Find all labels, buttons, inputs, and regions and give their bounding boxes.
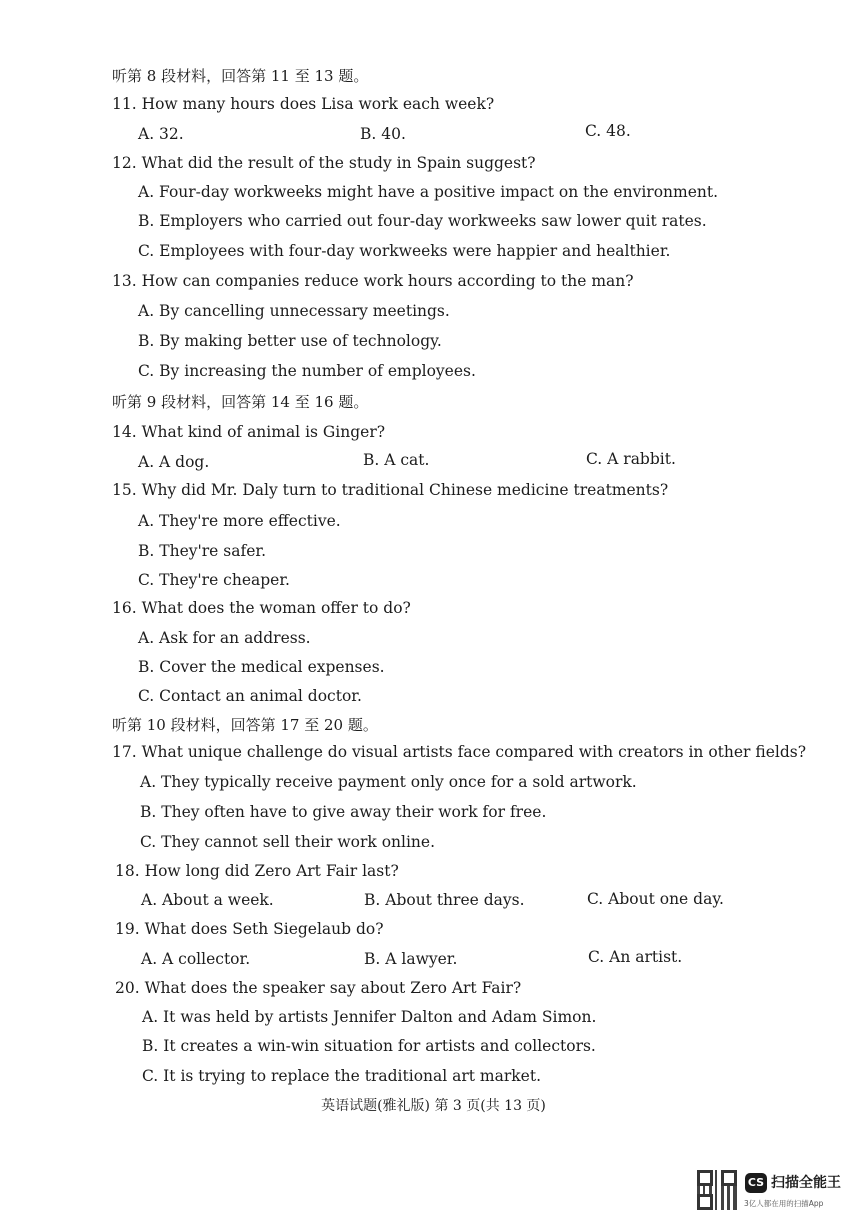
question-stem: 19. What does Seth Siegelaub do? — [115, 920, 384, 938]
answer-option: A. A dog. — [138, 453, 210, 471]
answer-option: C. They're cheaper. — [138, 571, 290, 589]
question-stem: 13. How can companies reduce work hours according to the man? — [112, 272, 634, 290]
answer-option: B. By making better use of technology. — [138, 332, 442, 350]
camscanner-logo-icon: CS — [745, 1173, 767, 1193]
question-stem: 20. What does the speaker say about Zero Art Fair? — [115, 979, 522, 997]
answer-option: A. Four-day workweeks might have a positive impact on the environment. — [138, 183, 719, 201]
answer-option: A. By cancelling unnecessary meetings. — [138, 302, 450, 320]
page-footer: 英语试题(雅礼版) 第 3 页(共 13 页) — [321, 1098, 546, 1114]
question-stem: 12. What did the result of the study in Spain suggest? — [112, 154, 536, 172]
answer-option: A. A collector. — [141, 950, 251, 968]
answer-option: B. They're safer. — [138, 542, 267, 560]
answer-option: C. They cannot sell their work online. — [140, 833, 435, 851]
answer-option: C. About one day. — [587, 890, 724, 908]
answer-option: B. A lawyer. — [364, 950, 458, 968]
answer-option: B. It creates a win-win situation for artists and collectors. — [142, 1037, 596, 1055]
answer-option: C. 48. — [585, 122, 631, 140]
answer-option: B. 40. — [360, 125, 406, 143]
answer-option: C. Contact an animal doctor. — [138, 687, 362, 705]
answer-option: C. By increasing the number of employees. — [138, 362, 476, 380]
answer-option: C. Employees with four-day workweeks were happier and healthier. — [138, 242, 671, 260]
question-stem: 18. How long did Zero Art Fair last? — [115, 862, 399, 880]
answer-option: C. A rabbit. — [586, 450, 676, 468]
answer-option: A. 32. — [138, 125, 184, 143]
section-heading: 听第 8 段材料，回答第 11 至 13 题。 — [112, 67, 369, 85]
watermark-brand: 扫描全能王 — [771, 1175, 841, 1191]
question-stem: 17. What unique challenge do visual artists face compared with creators in other fields? — [112, 743, 807, 761]
question-stem: 14. What kind of animal is Ginger? — [112, 423, 386, 441]
section-heading: 听第 9 段材料，回答第 14 至 16 题。 — [112, 393, 369, 411]
answer-option: A. They're more effective. — [138, 512, 341, 530]
question-stem: 11. How many hours does Lisa work each week? — [112, 95, 495, 113]
answer-option: B. Employers who carried out four-day workweeks saw lower quit rates. — [138, 212, 707, 230]
answer-option: B. A cat. — [363, 451, 430, 469]
answer-option: B. About three days. — [364, 891, 525, 909]
question-stem: 16. What does the woman offer to do? — [112, 599, 411, 617]
qr-code-icon — [697, 1170, 737, 1210]
watermark-tagline: 3亿人都在用的扫描App — [744, 1199, 824, 1208]
answer-option: A. Ask for an address. — [138, 629, 311, 647]
answer-option: C. An artist. — [588, 948, 683, 966]
question-stem: 15. Why did Mr. Daly turn to traditional Chinese medicine treatments? — [112, 481, 669, 499]
section-heading: 听第 10 段材料，回答第 17 至 20 题。 — [112, 716, 378, 734]
answer-option: B. Cover the medical expenses. — [138, 658, 385, 676]
answer-option: A. They typically receive payment only once for a sold artwork. — [140, 773, 637, 791]
answer-option: C. It is trying to replace the traditional art market. — [142, 1067, 542, 1085]
answer-option: B. They often have to give away their work for free. — [140, 803, 547, 821]
answer-option: A. About a week. — [141, 891, 274, 909]
answer-option: A. It was held by artists Jennifer Dalton and Adam Simon. — [142, 1008, 597, 1026]
